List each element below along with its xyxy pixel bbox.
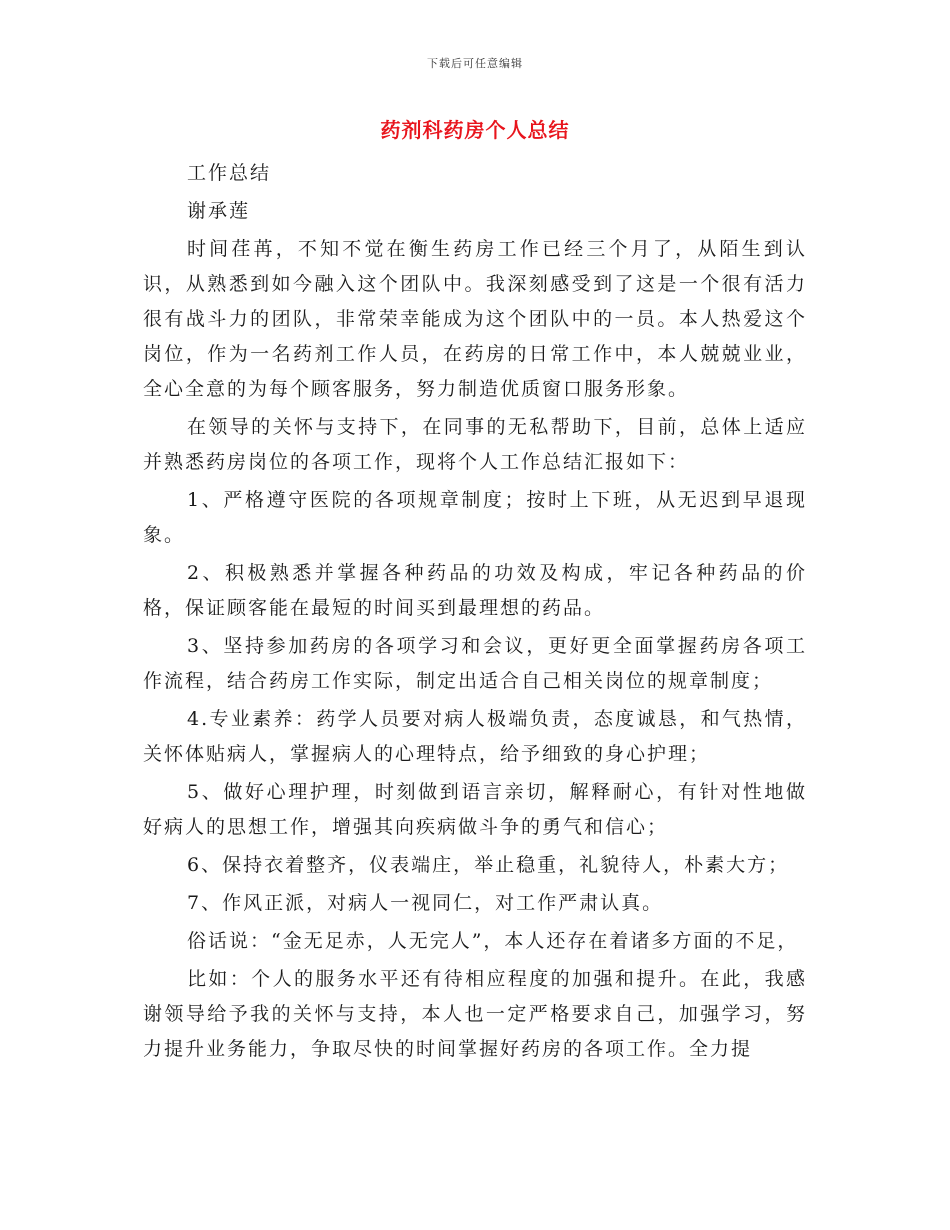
list-item-7: 7、作风正派，对病人一视同仁，对工作严肃认真。 [187,892,664,914]
list-item-1: 1、严格遵守医院的各项规章制度；按时上下班，从无迟到早退现象。 [143,489,807,546]
list-item-6: 6、保持衣着整齐，仪表端庄，举止稳重，礼貌待人，朴素大方； [187,854,790,876]
paragraph-intro: 时间荏苒，不知不觉在衡生药房工作已经三个月了，从陌生到认识，从熟悉到如今融入这个团队中。我深刻感受到了这是一个很有活力很有战斗力的团队，非常荣幸能成为这个团队中的一员。本人热爱这个岗位，作为一名药剂工作人员，在药房的日常工作中，本人兢兢业业，全心全意的为每个顾客服务，努力制造优质窗口服务形象。 [143,238,807,400]
paragraph-closing: 比如：个人的服务水平还有待相应程度的加强和提升。在此，我感谢领导给予我的关怀与支持，本人也一定严格要求自己，加强学习，努力提升业务能力，争取尽快的时间掌握好药房的各项工作。全力提 [143,968,807,1060]
list-item-3: 3、坚持参加药房的各项学习和会议，更好更全面掌握药房各项工作流程，结合药房工作实际，制定出适合自己相关岗位的规章制度； [143,635,807,692]
paragraph-author: 谢承莲 [187,200,251,222]
paragraph-overview: 在领导的关怀与支持下，在同事的无私帮助下，目前，总体上适应并熟悉药房岗位的各项工作，现将个人工作总结汇报如下： [143,416,807,473]
list-item-4: 4.专业素养：药学人员要对病人极端负责，态度诚恳，和气热情，关怀体贴病人，掌握病人的心理特点，给予细致的身心护理； [143,708,807,765]
paragraph-shortcomings: 俗话说：“金无足赤，人无完人”，本人还存在着诸多方面的不足， [187,930,799,952]
paragraph-section-label: 工作总结 [187,162,272,184]
page-header-note: 下载后可任意编辑 [427,57,523,70]
document-body [143,156,807,1070]
list-item-2: 2、积极熟悉并掌握各种药品的功效及构成，牢记各种药品的价格，保证顾客能在最短的时间买到最理想的药品。 [143,562,807,619]
list-item-5: 5、做好心理护理，时刻做到语言亲切，解释耐心，有针对性地做好病人的思想工作，增强其向疾病做斗争的勇气和信心； [143,781,807,838]
document-title: 药剂科药房个人总结 [380,118,570,142]
